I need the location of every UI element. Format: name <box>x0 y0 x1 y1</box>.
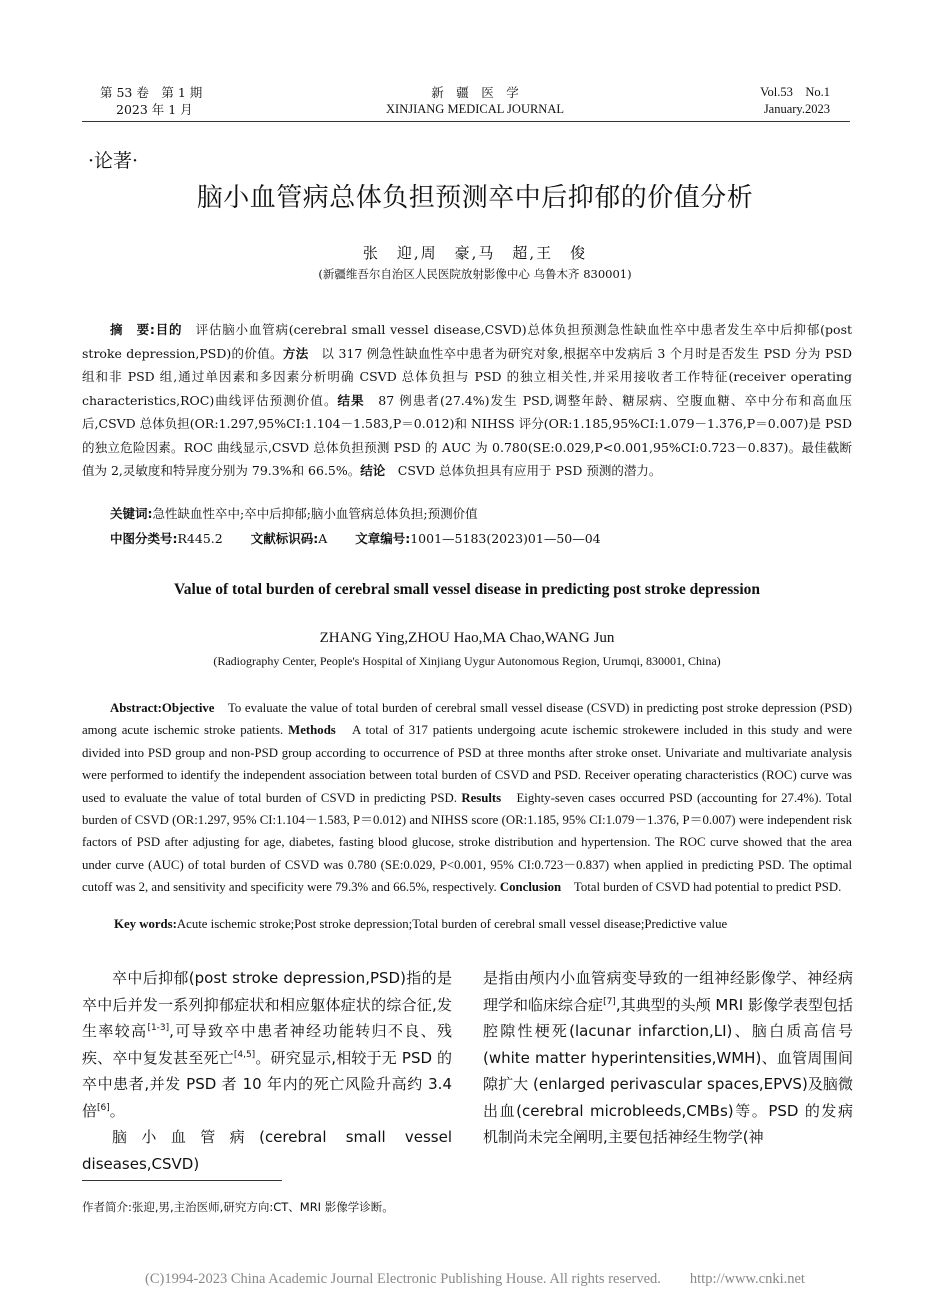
section-label: ·论著· <box>88 150 139 172</box>
keywords-en-label: Key words: <box>114 917 177 931</box>
results-label-cn: 结果 <box>337 392 365 408</box>
footnote-author: 作者简介:张迎,男,主治医师,研究方向:CT、MRI 影像学诊断。 <box>82 1200 394 1214</box>
objective-cn: 评估脑小血管病(cerebral small vessel disease,CSVD)总体负担预测急性缺血性卒中患者发生卒中后抑郁(post stroke depression,PSD)的价值。 <box>82 322 853 361</box>
date-cn: 2023 年 1 月 <box>116 102 193 117</box>
keywords-cn <box>110 504 850 522</box>
citation: [1-3] <box>147 1023 170 1033</box>
journal-cn: 新 疆 医 学 <box>431 85 519 100</box>
abstract-cn <box>82 318 852 483</box>
results-en: Eighty-seven cases occurred PSD (accounting for 27.4%). Total burden of CSVD (OR:1.297, 95% CI:1.104－1.583, P＝0.012) and NIHSS score (OR:1.185, 95% CI:1.079－1.376, P＝0.007) were independent risk factors of PSD after adjusting for age, diabetes, fasting blood glucose, stroke distribution and hypertension. The ROC curve showed that the area under curve (AUC) of total burden of CSVD was 0.780 (SE:0.029, P<0.001, 95% CI:0.723－0.837) when applied in predicting PSD. The optimal cutoff was 2, and sensitivity and specificity were 79.3% and 66.5%, respectively. <box>82 790 852 895</box>
doc-code-value: A <box>318 531 328 546</box>
conclusion-cn: CSVD 总体负担具有应用于 PSD 预测的潜力。 <box>385 463 662 478</box>
body-paragraph-1 <box>82 965 452 1124</box>
doc-code-label: 文献标识码: <box>250 531 319 546</box>
objective-en: To evaluate the value of total burden of cerebral small vessel disease (CSVD) in predicting post stroke depression (PSD) among acute ischemic stroke patients. <box>82 701 852 738</box>
conclusion-label-en: Conclusion <box>499 880 562 895</box>
date-en: January.2023 <box>763 102 830 116</box>
body-column-right <box>483 965 853 1151</box>
citation: [4,5] <box>233 1049 256 1060</box>
objective-label-en: Objective <box>161 701 215 715</box>
volume-cn: 第 53 卷 第 1 期 <box>100 85 203 100</box>
footnote-rule <box>82 1180 282 1181</box>
affiliation-en: (Radiography Center, People's Hospital of Xinjiang Uygur Autonomous Region, Urumqi, 830001, China) <box>213 654 721 668</box>
body-text: 。研究显示,相较于无 PSD 的卒中患者,并发 PSD 者 10 年内的死亡风险升高约 3.4 倍 <box>82 1048 452 1120</box>
body-paragraph-2-cont <box>483 965 853 1151</box>
citation: [7] <box>603 996 616 1007</box>
citation: [6] <box>97 1102 110 1113</box>
journal-en: XINJIANG MEDICAL JOURNAL <box>386 102 564 116</box>
methods-label-cn: 方法 <box>282 345 309 361</box>
methods-en: A total of 317 patients undergoing acute ischemic strokewere included in this study and were divided into PSD group and non-PSD group according to occurrence of PSD at three months after stroke onset. Univariate and multivariate analysis were performed to identify the independent association between total burden of CSVD and PSD. Receiver operating characteristics (ROC) curve was used to evaluate the value of total burden of CSVD in predicting PSD. <box>82 723 852 805</box>
keywords-en <box>114 917 854 932</box>
abstract-cn-label: 摘 要: <box>110 322 155 337</box>
copyright-line: (C)1994-2023 China Academic Journal Electronic Publishing House. All rights reserved. http://www.cnki.net <box>145 1271 805 1287</box>
conclusion-label-cn: 结论 <box>360 463 386 478</box>
abstract-en-label: Abstract: <box>110 701 162 715</box>
abstract-en <box>82 697 852 899</box>
body-text: 是指由颅内小血管病变导致的一组神经影像学、神经病理学和临床综合症 <box>483 969 853 1014</box>
title-en: Value of total burden of cerebral small vessel disease in predicting post stroke depression <box>174 581 760 598</box>
authors-cn: 张 迎,周 豪,马 超,王 俊 <box>362 244 588 262</box>
header-journal <box>300 84 650 118</box>
body-text: ,可导致卒中患者神经功能转归不良、残疾、卒中复发甚至死亡 <box>82 1022 452 1067</box>
authors-en: ZHANG Ying,ZHOU Hao,MA Chao,WANG Jun <box>319 630 615 646</box>
affiliation-cn: (新疆维吾尔自治区人民医院放射影像中心 乌鲁木齐 830001) <box>318 267 632 281</box>
objective-label-cn: 目的 <box>154 322 183 337</box>
methods-label-en: Methods <box>288 723 336 738</box>
body-text: ,其典型的头颅 MRI 影像学表型包括腔隙性梗死(lacunar infarction,LI)、脑白质高信号(white matter hyperintensities,WMH)、血管周围间隙扩大 (enlarged perivascular spaces,EPVS)及脑微出血(cerebral microbleeds,CMBs)等。PSD 的发病机制尚未完全阐明,主要包括神经生物学(神 <box>483 995 853 1146</box>
keywords-cn-text: 急性缺血性卒中;卒中后抑郁;脑小血管病总体负担;预测价值 <box>152 506 478 521</box>
methods-cn: 以 317 例急性缺血性卒中患者为研究对象,根据卒中发病后 3 个月时是否发生 PSD 分为 PSD 组和非 PSD 组,通过单因素和多因素分析明确 CSVD 总体负担与 PSD 的独立相关性,并采用接收者工作特征(receiver operating characteristics,ROC)曲线评估预测价值。 <box>82 345 852 408</box>
page-title: 脑小血管病总体负担预测卒中后抑郁的价值分析 <box>196 183 754 213</box>
header-volume-en <box>760 84 830 118</box>
header-rule <box>82 121 850 122</box>
body-paragraph-2: 脑小血管病(cerebral small vessel diseases,CSVD) <box>82 1128 452 1173</box>
body-column-left <box>82 965 452 1177</box>
body-text: 卒中后抑郁(post stroke depression,PSD)指的是卒中后并发一系列抑郁症状和相应躯体症状的综合征,发生率较高 <box>82 969 452 1040</box>
body-text: 。 <box>109 1101 125 1120</box>
header-volume-cn <box>100 84 202 118</box>
classification-line <box>110 529 850 547</box>
article-no-value: 1001—5183(2023)01—50—04 <box>410 531 601 546</box>
clc-value: R445.2 <box>177 531 223 546</box>
results-cn: 87 例患者(27.4%)发生 PSD,调整年龄、糖尿病、空腹血糖、卒中分布和高血压后,CSVD 总体负担(OR:1.297,95%CI:1.104－1.583,P＝0.012)和 NIHSS 评分(OR:1.185,95%CI:1.079－1.376,P＝0.007)是 PSD 的独立危险因素。ROC 曲线显示,CSVD 总体负担预测 PSD 的 AUC 为 0.780(SE:0.029,P<0.001,95%CI:0.723－0.837)。最佳截断值为 2,灵敏度和特异度分别为 79.3%和 66.5%。 <box>82 392 852 478</box>
keywords-cn-label: 关键词: <box>110 506 153 521</box>
conclusion-en: Total burden of CSVD had potential to predict PSD. <box>561 880 842 895</box>
clc-label: 中图分类号: <box>110 531 178 546</box>
keywords-en-text: Acute ischemic stroke;Post stroke depression;Total burden of cerebral small vessel disease;Predictive value <box>176 917 728 931</box>
results-label-en: Results <box>461 790 502 805</box>
volume-en: Vol.53 No.1 <box>760 85 830 99</box>
article-no-label: 文章编号: <box>355 531 411 546</box>
